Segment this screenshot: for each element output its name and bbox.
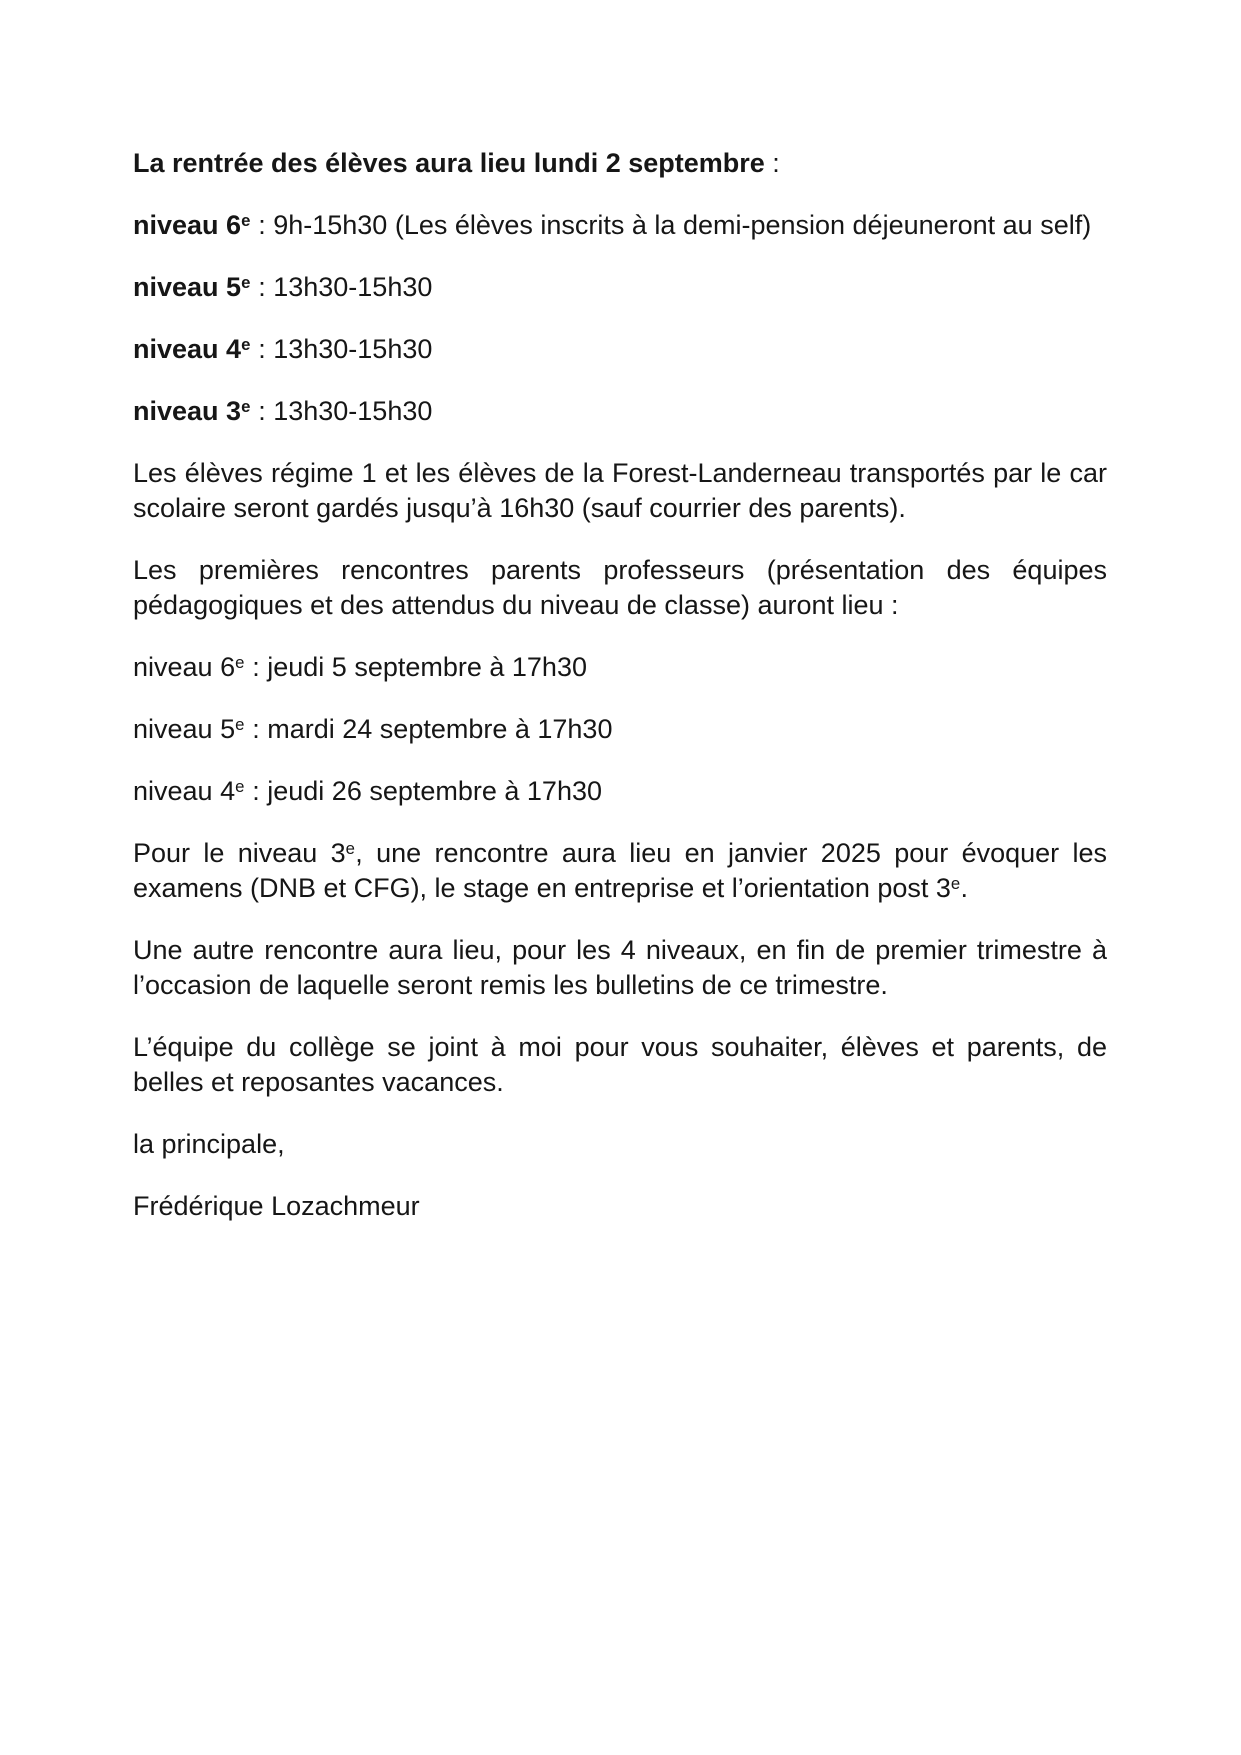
level-detail: : jeudi 26 septembre à 17h30 — [244, 776, 602, 806]
level-name: niveau 4 — [133, 334, 242, 364]
level-name: niveau 5 — [133, 272, 242, 302]
ordinal-superscript: e — [345, 839, 356, 859]
level-label — [133, 272, 251, 302]
signature-name: Frédérique Lozachmeur — [133, 1191, 420, 1221]
rentree-schedule-level-5 — [133, 270, 1107, 305]
intro-tail-text: : — [764, 148, 780, 178]
level-name: niveau 3 — [133, 396, 242, 426]
level-name: niveau 6 — [133, 210, 242, 240]
niveau3-paragraph — [133, 836, 1107, 906]
rencontre-schedule-level-6 — [133, 650, 1107, 685]
ordinal-superscript: e — [950, 874, 961, 894]
level-detail: : jeudi 5 septembre à 17h30 — [244, 652, 587, 682]
niveau3-text-2: , une rencontre aura lieu en janvier 2025 pour évoquer les examens (DNB et CFG), le stage en entreprise et l’orientation post 3 — [133, 838, 1107, 903]
niveau3-text-1: Pour le niveau 3 — [133, 838, 346, 868]
ordinal-superscript: e — [235, 777, 245, 797]
ordinal-superscript: e — [241, 335, 251, 355]
level-detail: : 13h30-15h30 — [250, 396, 433, 426]
rencontre-schedule-level-5 — [133, 712, 1107, 747]
trimestre-paragraph: Une autre rencontre aura lieu, pour les 4 niveaux, en fin de premier trimestre à l’occasion de laquelle seront remis les bulletins de ce trimestre. — [133, 935, 1107, 1000]
niveau3-text-3: . — [960, 873, 969, 903]
rencontres-paragraph: Les premières rencontres parents professeurs (présentation des équipes pédagogiques et des attendus du niveau de classe) auront lieu : — [133, 555, 1107, 620]
ordinal-superscript: e — [235, 715, 245, 735]
level-name: niveau 6 — [133, 652, 236, 682]
signature-role: la principale, — [133, 1129, 285, 1159]
vacances-paragraph: L’équipe du collège se joint à moi pour vous souhaiter, élèves et parents, de belles et reposantes vacances. — [133, 1032, 1107, 1097]
rentree-schedule-level-6 — [133, 208, 1107, 243]
level-name: niveau 4 — [133, 776, 236, 806]
ordinal-superscript: e — [235, 653, 245, 673]
level-detail: : mardi 24 septembre à 17h30 — [244, 714, 613, 744]
intro-line — [133, 146, 1107, 181]
ordinal-superscript: e — [241, 273, 251, 293]
rencontre-schedule-level-4 — [133, 774, 1107, 809]
level-label — [133, 396, 251, 426]
rentree-schedule-level-4 — [133, 332, 1107, 367]
garde-paragraph: Les élèves régime 1 et les élèves de la Forest-Landerneau transportés par le car scolaire seront gardés jusqu’à 16h30 (sauf courrier des parents). — [133, 458, 1107, 523]
level-name: niveau 5 — [133, 714, 236, 744]
rentree-schedule-level-3 — [133, 394, 1107, 429]
ordinal-superscript: e — [241, 211, 251, 231]
ordinal-superscript: e — [241, 397, 251, 417]
level-label — [133, 210, 251, 240]
level-detail: : 13h30-15h30 — [250, 334, 433, 364]
level-detail: : 9h-15h30 (Les élèves inscrits à la demi-pension déjeuneront au self) — [250, 210, 1092, 240]
level-label — [133, 334, 251, 364]
intro-bold-text: La rentrée des élèves aura lieu lundi 2 septembre — [133, 148, 765, 178]
level-detail: : 13h30-15h30 — [250, 272, 433, 302]
